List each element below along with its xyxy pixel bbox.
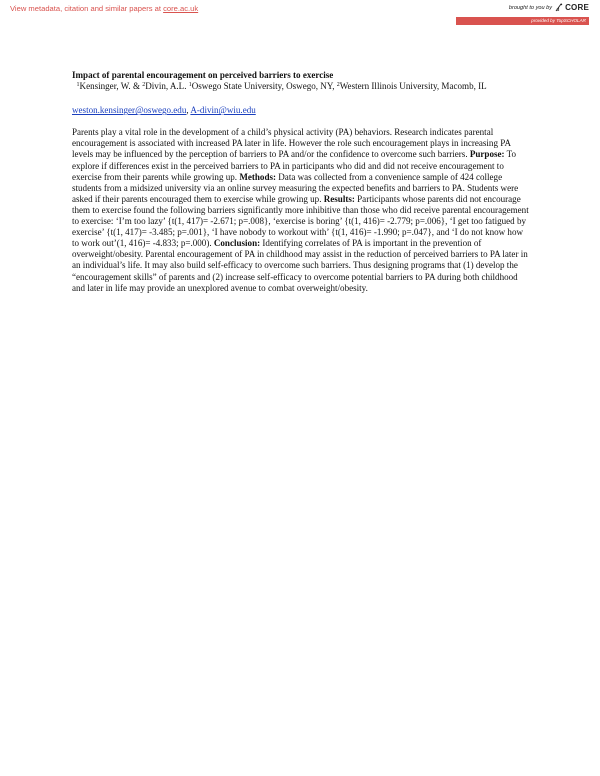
affil2-superscript: 2 bbox=[336, 82, 340, 89]
brought-to-you-by[interactable] bbox=[509, 3, 589, 12]
abstract-conclusion: Identifying correlates of PA is important in the prevention of overweight/obesity. Parental encouragement of PA in childhood may assist in the reduction of perceived barriers to PA later in an individual’s life. It may also build self-efficacy to overcome such barriers. Thus designing programs that (1) develop the “encouragement skills” of parents and (2) increase self-efficacy to overcome potential barriers to PA during both childhood and later in life may provide an unexplored avenue to combat overweight/obesity. bbox=[72, 238, 528, 293]
abstract-purpose: To explore if differences exist in the perceived barriers to PA in participants who did and did not receive encouragement to exercise from their parents while growing up. bbox=[72, 149, 517, 182]
core-link-prefix: View metadata, citation and similar papers at bbox=[10, 4, 161, 13]
author2: Divin, A.L. bbox=[145, 81, 189, 92]
abstract-methods: Data was collected from a convenience sample of 424 college students from a midsized university via an online survey measuring the expected benefits and barriers to PA. Students were asked if their parents encouraged them to exercise while growing up. bbox=[72, 171, 519, 204]
core-logo-text: CORE bbox=[565, 3, 589, 12]
core-logo-icon bbox=[555, 3, 564, 12]
author1: Kensinger, W. & bbox=[79, 81, 143, 92]
abstract-results: Participants whose parents did not encourage them to exercise found the following barriers significantly more inhibitive than those who did receive parental encouragement to exercise: ‘I’m too lazy’ {t(1, 417)= -2.671; p=.008}, ‘exercise is boring’ {t(1, 416)= -2.779; p=.006}, ‘I get too fatigued by exercise’ {t(1, 417)= -3.485; p=.001}, ‘I have nobody to workout with’ {t(1, 416)= -1.990; p=.047}, and ‘I do not know how to work out’(1, 416)= -4.833; p=.000). bbox=[72, 193, 529, 249]
paper-title: Impact of parental encouragement on perceived barriers to exercise bbox=[72, 70, 334, 80]
core-logo bbox=[555, 3, 589, 12]
affiliation2: Western Illinois University, Macomb, IL bbox=[339, 81, 487, 92]
purpose-label: Purpose: bbox=[469, 149, 505, 160]
author2-superscript: 2 bbox=[142, 82, 146, 89]
paper-authors bbox=[72, 81, 532, 92]
core-header-bar bbox=[0, 0, 600, 27]
core-metadata-link[interactable] bbox=[10, 4, 198, 13]
email-separator: , bbox=[186, 105, 191, 116]
provided-by-banner[interactable]: provided by TopSCHOLAR bbox=[456, 17, 589, 25]
core-link-url[interactable]: core.ac.uk bbox=[163, 4, 199, 13]
results-label: Results: bbox=[323, 193, 355, 204]
conclusion-label: Conclusion: bbox=[213, 238, 261, 249]
paper-emails bbox=[72, 105, 532, 116]
brought-by-text: brought to you by bbox=[508, 4, 553, 11]
email-link-divin[interactable]: A-divin@wiu.edu bbox=[190, 105, 256, 116]
author1-superscript: 1 bbox=[76, 82, 80, 89]
affiliation1: Oswego State University, Oswego, NY, bbox=[191, 81, 337, 92]
paper-abstract bbox=[72, 127, 532, 293]
email-link-kensinger[interactable]: weston.kensinger@oswego.edu bbox=[72, 105, 187, 116]
paper-content bbox=[72, 70, 532, 294]
affil1-superscript: 1 bbox=[188, 82, 192, 89]
methods-label: Methods: bbox=[239, 171, 277, 182]
abstract-intro: Parents play a vital role in the development of a child’s physical activity (PA) behaviors. Research indicates parental encouragement is associated with increased PA later in life. However the role such encouragement plays in increasing PA levels may be influenced by the perception of barriers to PA and/or the confidence to overcome such barriers. bbox=[72, 127, 511, 160]
